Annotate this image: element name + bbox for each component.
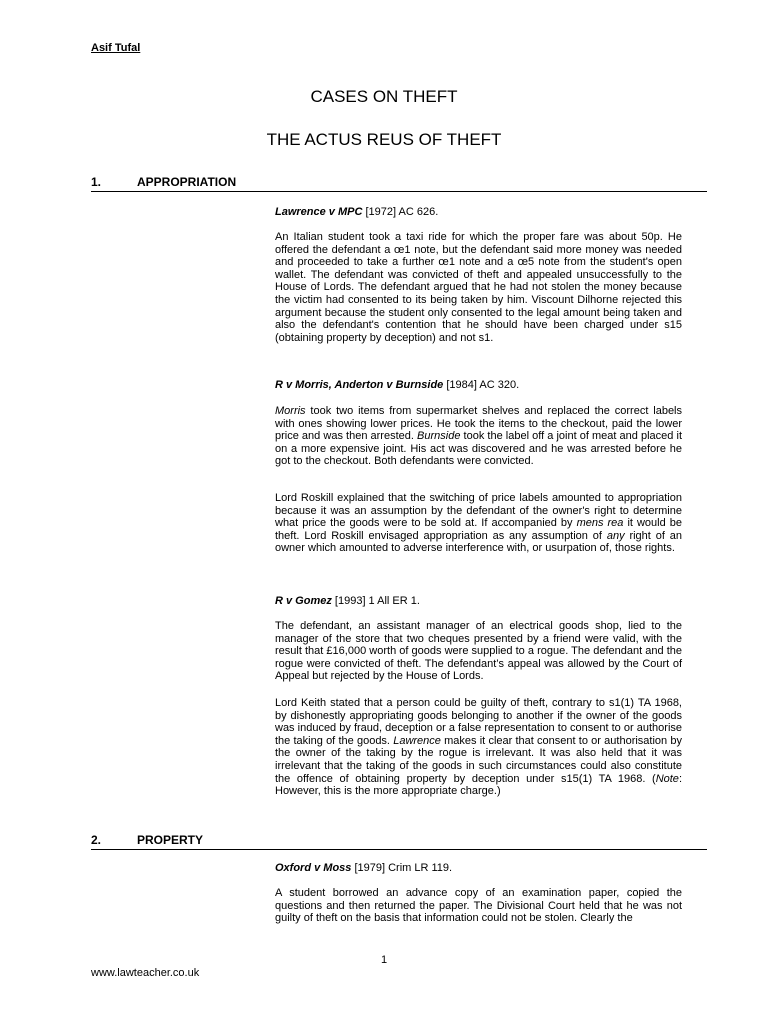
case-gomez bbox=[275, 595, 682, 608]
case-gomez-facts bbox=[275, 620, 682, 683]
case-reference: [1979] Crim LR 119. bbox=[351, 862, 453, 874]
case-name-italic: Morris bbox=[275, 405, 306, 417]
page-number: 1 bbox=[380, 954, 388, 966]
case-reference: [1972] AC 626. bbox=[362, 206, 439, 218]
paragraph: An Italian student took a taxi ride for which the proper fare was about 50p. He offered the defendant a œ1 note, but the defendant said more money was needed and proceeded to take a further œ1 note and a œ5 note from the student's open wallet. The defendant was convicted of theft and appealed unsuccessfully to the House of Lords. The defendant argued that he had not stolen the money because the victim had consented to its being taken by him. Viscount Dilhorne rejected this argument because the student only consented to the legal amount being taken and also the defendant's contention that he should have been charged under s15 (obtaining property by deception) and not s1. bbox=[275, 231, 682, 344]
case-citation bbox=[275, 379, 682, 392]
case-oxford-facts bbox=[275, 887, 682, 925]
case-morris-facts bbox=[275, 405, 682, 468]
case-morris bbox=[275, 379, 682, 392]
document-title: CASES ON THEFT bbox=[310, 87, 458, 106]
paragraph: A student borrowed an advance copy of an examination paper, copied the questions and then returned the paper. The Divisional Court held that he was not guilty of theft on the basis that information could not be stolen. Clearly the bbox=[275, 887, 682, 925]
case-oxford bbox=[275, 862, 682, 875]
case-morris-ratio bbox=[275, 492, 682, 555]
case-lawrence-facts bbox=[275, 231, 682, 344]
paragraph: Morris took two items from supermarket shelves and replaced the correct labels with ones showing lower prices. He took the items to the checkout, paid the lower price and was then arrested. Burnside took the label off a joint of meat and placed it on a more expensive joint. His act was discovered and he was arrested before he got to the checkout. Both defendants were convicted. bbox=[275, 405, 682, 468]
section-name: PROPERTY bbox=[137, 833, 204, 847]
section-heading-appropriation bbox=[91, 175, 707, 192]
section-name: APPROPRIATION bbox=[137, 175, 237, 189]
document-subtitle: THE ACTUS REUS OF THEFT bbox=[266, 130, 502, 149]
footer-url: www.lawteacher.co.uk bbox=[91, 967, 200, 979]
case-name: R v Gomez bbox=[275, 595, 332, 607]
case-gomez-ratio bbox=[275, 697, 682, 798]
emphasis: any bbox=[606, 529, 625, 542]
case-name: Oxford v Moss bbox=[275, 862, 352, 874]
section-number: 2. bbox=[91, 833, 102, 847]
case-name: R v Morris, Anderton v Burnside bbox=[275, 379, 444, 391]
latin-term: mens rea bbox=[576, 517, 624, 530]
case-citation bbox=[275, 862, 682, 875]
case-reference: [1984] AC 320. bbox=[443, 379, 520, 391]
case-reference: [1993] 1 All ER 1. bbox=[331, 595, 420, 607]
author-name: Asif Tufal bbox=[91, 42, 141, 54]
case-citation bbox=[275, 595, 682, 608]
case-name-italic: Burnside bbox=[417, 430, 461, 443]
case-name-italic: Lawrence bbox=[393, 734, 441, 747]
section-heading-property bbox=[91, 833, 707, 850]
paragraph: Lord Keith stated that a person could be guilty of theft, contrary to s1(1) TA 1968, by dishonestly appropriating goods belonging to another if the owner of the goods was induced by fraud, deception or a false representation to consent to or authorise the taking of the goods. Lawrence makes it clear that consent to or authorisation by the owner of the taking by the rogue is irrelevant. It was also held that it was irrelevant that the taking of the goods in such circumstances could also constitute the offence of obtaining property by deception under s15(1) TA 1968. (Note: However, this is the more appropriate charge.) bbox=[275, 697, 682, 798]
case-citation bbox=[275, 206, 682, 219]
case-lawrence bbox=[275, 206, 682, 219]
emphasis: Note bbox=[655, 772, 679, 785]
paragraph: The defendant, an assistant manager of an electrical goods shop, lied to the manager of the store that two cheques presented by a friend were valid, with the result that £16,000 worth of goods were supplied to a rogue. The defendant and the rogue were convicted of theft. The defendant’s appeal was allowed by the Court of Appeal but rejected by the House of Lords. bbox=[275, 620, 682, 683]
case-name: Lawrence v MPC bbox=[275, 206, 363, 218]
paragraph: Lord Roskill explained that the switching of price labels amounted to appropriation because it was an assumption by the defendant of the owner's right to determine what price the goods were to be sold at. If accompanied by mens rea it would be theft. Lord Roskill envisaged appropriation as any assumption of any right of an owner which amounted to adverse interference with, or usurpation of, those rights. bbox=[275, 492, 682, 555]
section-number: 1. bbox=[91, 175, 102, 189]
